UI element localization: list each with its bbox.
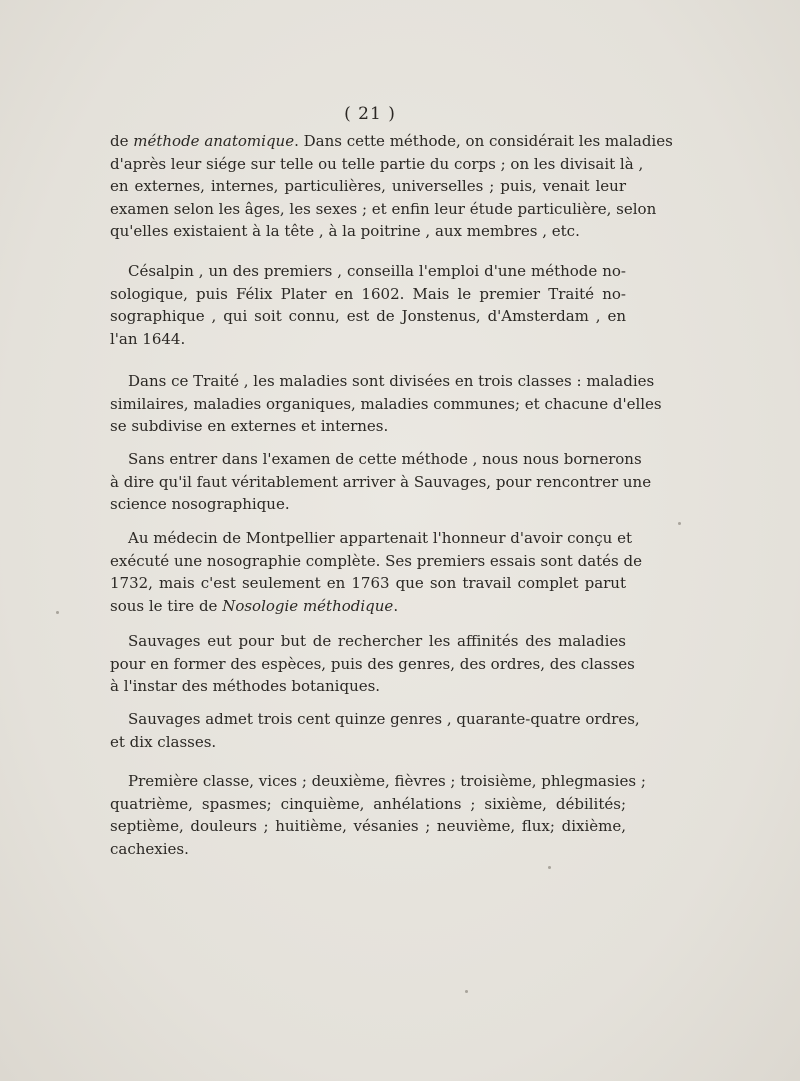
text-line: Dans ce Traité , les maladies sont divisées en trois classes : maladies — [128, 372, 655, 390]
text-line: sographique , qui soit connu, est de Jonstenus, d'Amsterdam , en — [110, 307, 626, 325]
paper-speck — [465, 990, 468, 993]
text-line: Au médecin de Montpellier appartenait l'honneur d'avoir conçu et — [128, 529, 632, 547]
text-line: d'après leur siége sur telle ou telle partie du corps ; on les divisait là , — [110, 154, 644, 173]
text-line: pour en former des espèces, puis des genres, des ordres, des classes — [110, 654, 635, 673]
text-line: Première classe, vices ; deuxième, fièvres ; troisième, phlegmasies ; — [128, 772, 646, 790]
paragraph-8 — [110, 770, 646, 860]
text-line: 1732, mais c'est seulement en 1763 que son travail complet parut — [110, 574, 626, 592]
text-line: cachexies. — [110, 839, 189, 858]
text-line: qu'elles existaient à la tête , à la poitrine , aux membres , etc. — [110, 222, 580, 240]
paper-speck — [678, 522, 681, 525]
paragraph-7 — [110, 708, 640, 753]
paragraph-1 — [110, 130, 673, 243]
page-number: ( 21 ) — [344, 104, 396, 124]
text-line: l'an 1644. — [110, 329, 186, 348]
line-text: . — [393, 596, 399, 615]
text-line: Césalpin , un des premiers , conseilla l'emploi d'une méthode no- — [128, 262, 626, 280]
text-line: similaires, maladies organiques, maladies communes; et chacune d'elles — [110, 394, 662, 413]
paper-speck — [548, 866, 551, 869]
text-line: Sauvages admet trois cent quinze genres , quarante-quatre ordres, — [128, 710, 640, 728]
text-line: exécuté une nosographie complète. Ses premiers essais sont datés de — [110, 551, 642, 570]
text-line: à dire qu'il faut véritablement arriver à Sauvages, pour rencontrer une — [110, 472, 652, 491]
line-text: . Dans cette méthode, on considérait les maladies — [294, 132, 673, 150]
text-line: Sauvages eut pour but de rechercher les affinités des maladies — [128, 632, 626, 650]
text-line: se subdivise en externes et internes. — [110, 417, 389, 435]
text-line — [110, 130, 673, 153]
paragraph-5 — [110, 527, 642, 617]
text-line — [110, 595, 626, 618]
paragraph-6 — [110, 630, 635, 698]
line-text: de — [110, 132, 134, 150]
text-line: science nosographique. — [110, 495, 290, 513]
paragraph-2 — [110, 260, 626, 350]
text-line: et dix classes. — [110, 732, 217, 751]
paragraph-3 — [110, 370, 662, 438]
text-line: Sans entrer dans l'examen de cette méthode , nous nous bornerons — [128, 450, 642, 468]
text-line: en externes, internes, particulières, universelles ; puis, venait leur — [110, 177, 626, 195]
text-line: examen selon les âges, les sexes ; et enfin leur étude particulière, selon — [110, 199, 657, 218]
paragraph-4 — [110, 448, 652, 516]
paper-speck — [56, 611, 59, 614]
text-line: à l'instar des méthodes botaniques. — [110, 677, 381, 695]
italic-term: Nosologie méthodique — [222, 596, 394, 615]
text-line: quatrième, spasmes; cinquième, anhélations ; sixième, débilités; — [110, 794, 626, 813]
text-line: septième, douleurs ; huitième, vésanies ; neuvième, flux; dixième, — [110, 817, 626, 835]
text-line: sologique, puis Félix Plater en 1602. Mais le premier Traité no- — [110, 284, 626, 303]
line-text: sous le tire de — [110, 596, 223, 615]
italic-term: méthode anatomique — [133, 132, 295, 150]
